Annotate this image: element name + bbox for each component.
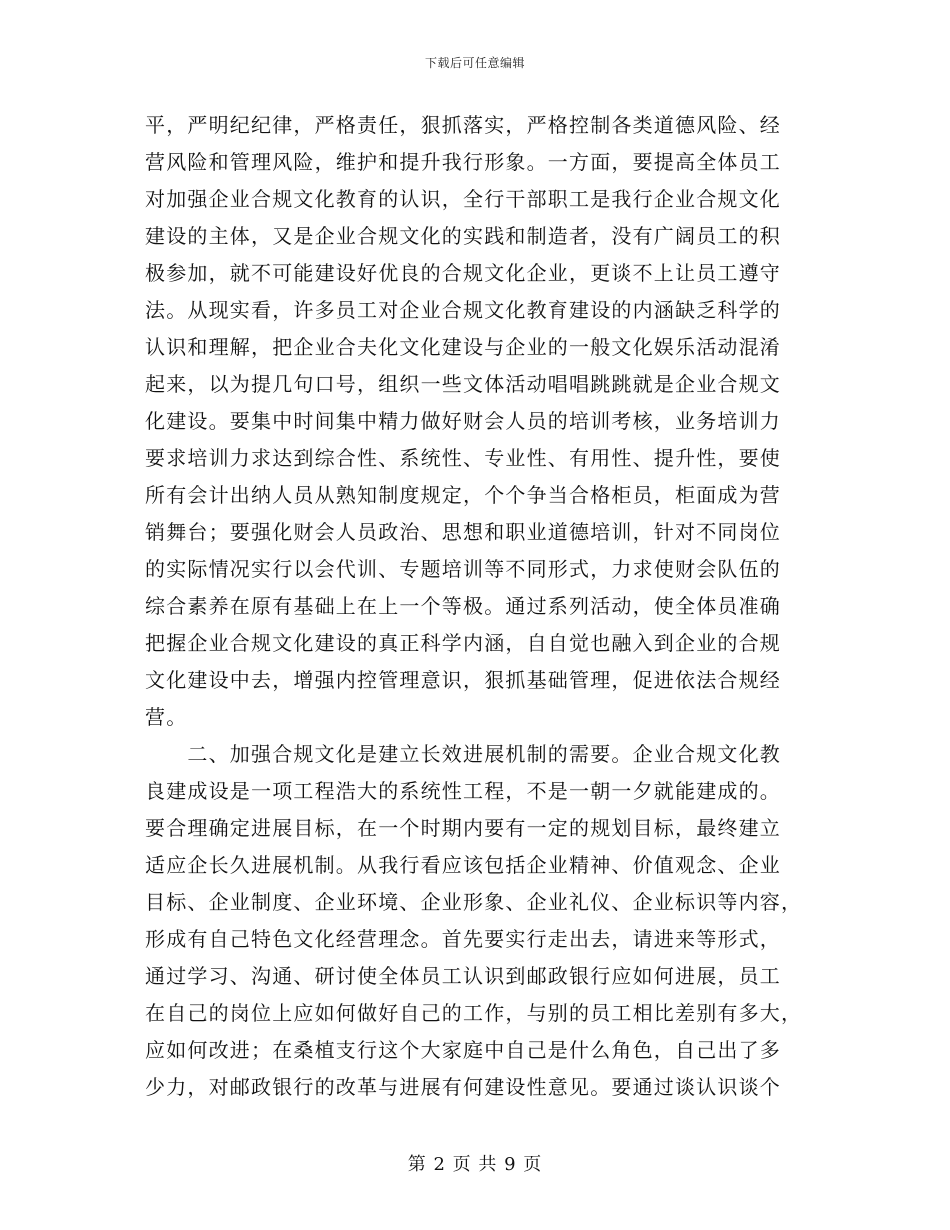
text-line: 对加强企业合规文化教育的认识，全行干部职工是我行企业合规文化 xyxy=(145,187,781,211)
text-line: 平，严明纪纪律，严格责任，狠抓落实，严格控制各类道德风险、经 xyxy=(145,113,781,137)
text-line: 的实际情况实行以会代训、专题培训等不同形式，力求使财会队伍的 xyxy=(145,557,781,581)
text-line: 销舞台；要强化财会人员政治、思想和职业道德培训，针对不同岗位 xyxy=(145,520,781,544)
text-line: 营风险和管理风险，维护和提升我行形象。一方面，要提高全体员工 xyxy=(145,150,781,174)
text-line: 营。 xyxy=(145,705,188,729)
text-line: 综合素养在原有基础上在上一个等极。通过系列活动，使全体员准确 xyxy=(145,594,781,618)
text-line: 良建成设是一项工程浩大的系统性工程，不是一朝一夕就能建成的。 xyxy=(145,779,781,803)
text-line: 要求培训力求达到综合性、系统性、专业性、有用性、提升性，要使 xyxy=(145,446,781,470)
text-line: 要合理确定进展目标，在一个时期内要有一定的规划目标，最终建立 xyxy=(145,816,781,840)
page-number-footer: 第 2 页 共 9 页 xyxy=(407,1154,543,1175)
header-note: 下载后可任意编辑 xyxy=(424,56,525,70)
text-line: 通过学习、沟通、研讨使全体员工认识到邮政银行应如何进展，员工 xyxy=(145,964,781,988)
text-line: 认识和理解，把企业合夫化文化建设与企业的一般文化娱乐活动混淆 xyxy=(145,335,781,359)
text-line: 极参加，就不可能建设好优良的合规文化企业，更谈不上让员工遵守 xyxy=(145,261,781,285)
body-text xyxy=(145,107,803,1106)
text-line: 文化建设中去，增强内控管理意识，狠抓基础管理，促进依法合规经 xyxy=(145,668,781,692)
text-line: 适应企长久进展机制。从我行看应该包括企业精神、价值观念、企业 xyxy=(145,853,781,877)
text-line: 目标、企业制度、企业环境、企业形象、企业礼仪、企业标识等内容， xyxy=(145,890,803,914)
text-line: 所有会计出纳人员从熟知制度规定，个个争当合格柜员，柜面成为营 xyxy=(145,483,781,507)
text-line: 形成有自己特色文化经营理念。首先要实行走出去，请进来等形式， xyxy=(145,927,781,951)
text-line: 法。从现实看，许多员工对企业合规文化教育建设的内涵缺乏科学的 xyxy=(145,298,781,322)
text-line: 把握企业合规文化建设的真正科学内涵，自自觉也融入到企业的合规 xyxy=(145,631,781,655)
text-line: 少力，对邮政银行的改革与进展有何建设性意见。要通过谈认识谈个 xyxy=(145,1075,781,1099)
text-line: 建设的主体，又是企业合规文化的实践和制造者，没有广阔员工的积 xyxy=(145,224,781,248)
paragraph-start-line: 二、加强合规文化是建立长效进展机制的需要。企业合规文化教 xyxy=(145,742,781,766)
text-line: 在自己的岗位上应如何做好自己的工作，与别的员工相比差别有多大， xyxy=(145,1001,803,1025)
text-line: 应如何改进；在桑植支行这个大家庭中自己是什么角色，自己出了多 xyxy=(145,1038,781,1062)
text-line: 化建设。要集中时间集中精力做好财会人员的培训考核，业务培训力 xyxy=(145,409,781,433)
text-line: 起来，以为提几句口号，组织一些文体活动唱唱跳跳就是企业合规文 xyxy=(145,372,781,396)
